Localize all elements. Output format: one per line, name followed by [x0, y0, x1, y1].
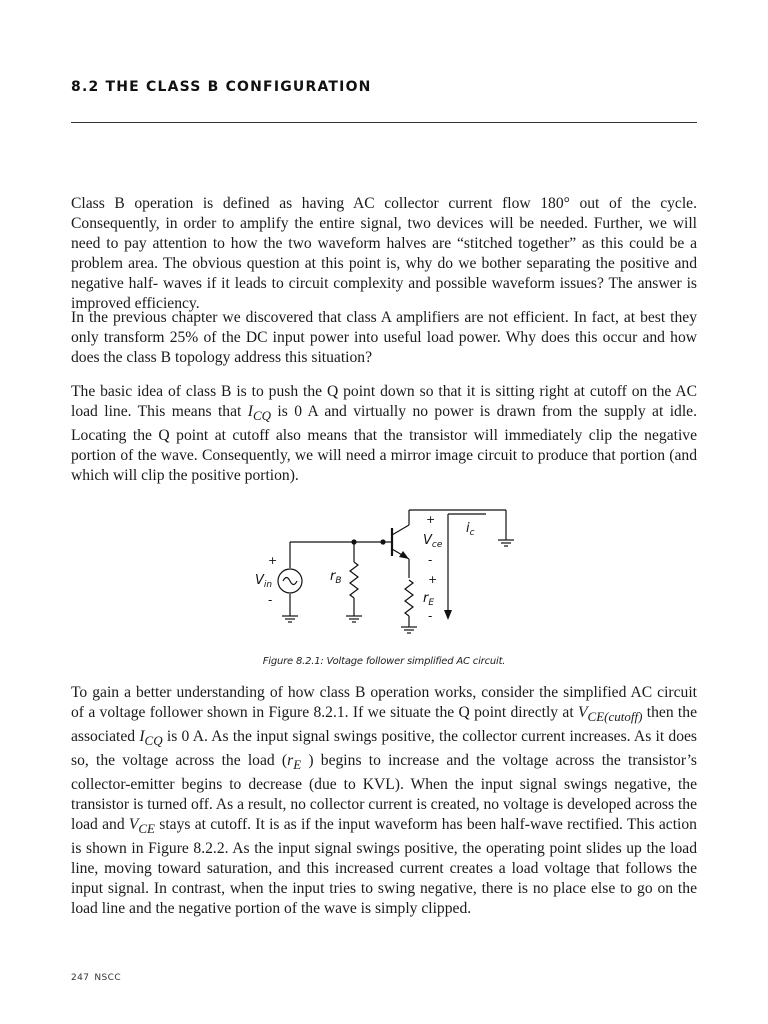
page-number: 247 — [71, 973, 90, 983]
vin-minus-label: - — [268, 593, 273, 607]
math-vce-cutoff: $V_{CE(cutoff)}$ — [578, 704, 643, 725]
figure-caption: Figure 8.2.1: Voltage follower simplified AC circuit. — [262, 656, 506, 667]
vin-plus-label: + — [268, 554, 278, 567]
current-arrow-head — [444, 610, 452, 620]
re-plus-label: + — [428, 573, 438, 586]
math-vce: $V_{CE}$ — [128, 816, 156, 837]
paragraph-q-point-cutoff: The basic idea of class B is to push the Q point down so that it is sitting right at cutoff on the AC load line. This means that $I_{CQ}$ is 0 A and virtually no power is drawn from the supply at idle. Locating the Q point at cutoff also means that the transistor will immediately clip the negative portion of the wave. Consequently, we will need a mirror image circuit to produce that portion (and which will clip the positive portion). — [71, 383, 697, 485]
rb-label: $r_B$ — [330, 569, 342, 586]
junction-dot — [351, 539, 356, 544]
heading-divider — [71, 122, 697, 123]
section-heading: 8.2 THE CLASS B CONFIGURATION — [71, 79, 372, 95]
vce-label: $V_{ce}$ — [423, 533, 443, 550]
resistor-re-symbol — [405, 580, 413, 616]
page-footer — [71, 973, 126, 983]
paragraph-voltage-follower-explanation: To gain a better understanding of how class B operation works, consider the simplified AC circuit of a voltage follower shown in Figure 8.2.1. If we situate the Q point directly at $V_{CE(cutoff)}$ then the associated $I_{CQ}$ is 0 A. As the input signal swings positive, the collector current increases. As it does so, the voltage across the load ($r_E$ ) begins to increase and the voltage across the transistor’s collector-emitter begins to decrease (due to KVL). When the input signal swings negative, the transistor is turned off. As a result, no collector current is created, no voltage is developed across the load and $V_{CE}$ stays at cutoff. It is as if the input waveform has been half-wave rectified. This action is shown in Figure 8.2.2. As the input signal swings positive, the operating point slides up the load line, moving toward saturation, and this increased current creates a load voltage that follows the input signal. In contrast, when the input tries to swing negative, there is no place else to go on the load line and the negative portion of the wave is simply clipped. — [71, 684, 698, 918]
math-re: $r_E$ — [287, 752, 302, 773]
re-minus-label: - — [428, 609, 433, 623]
voltage-follower-circuit-diagram — [248, 500, 528, 640]
publisher-name: NSCC — [94, 973, 122, 983]
vce-plus-label: + — [426, 513, 436, 526]
vce-minus-label: - — [428, 553, 433, 567]
math-icq: $I_{CQ}$ — [247, 403, 272, 424]
vin-label: $V_{in}$ — [255, 573, 273, 590]
re-label: $r_E$ — [423, 591, 435, 608]
math-icq: $I_{CQ}$ — [139, 728, 163, 749]
emitter-arrow — [399, 551, 409, 559]
paragraph-class-a-efficiency: In the previous chapter we discovered that class A amplifiers are not efficient. In fact, at best they only transform 25% of the DC input power into useful load power. Why does this occur and how does the class B topology address this situation? — [71, 309, 697, 366]
ground-symbols — [282, 540, 514, 633]
junction-dot — [380, 539, 385, 544]
resistor-rb-symbol — [350, 562, 358, 598]
ic-label: $i_c$ — [466, 521, 475, 538]
paragraph-class-b-definition: Class B operation is defined as having AC collector current flow 180° out of the cycle. Consequently, in order to amplify the entire signal, two devices will be needed. Further, we will need to pay attention to how the two waveform halves are “stitched together” as this could be a problem area. The obvious question at this point is, why do we bother separating the positive and negative half- waves if it leads to circuit complexity and possible waveform issues? The answer is improved efficiency. — [71, 195, 697, 312]
